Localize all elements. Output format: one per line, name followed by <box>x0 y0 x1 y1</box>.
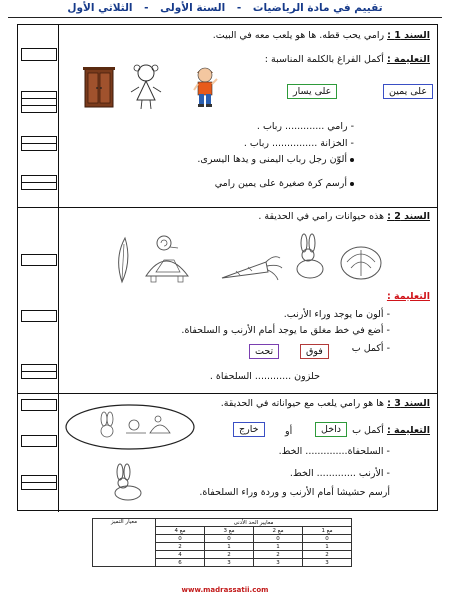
grading-cell: 2 <box>156 543 205 551</box>
s1-fill-line-2[interactable]: - الخزانة ............... رباب . <box>243 138 354 149</box>
mark-box-row <box>22 176 56 183</box>
bullet-icon <box>350 158 354 162</box>
grading-cell: 6 <box>156 559 205 567</box>
mark-box-row <box>22 106 56 112</box>
title-main: تقييم في مادة الرياضيات <box>252 2 383 14</box>
mark-box-grid[interactable] <box>21 175 57 190</box>
grading-cell: 0 <box>156 535 205 543</box>
s3-fill-line-1[interactable]: - السلحفاة.............. الخط. <box>278 446 390 457</box>
s2-line-1: - ألون ما يوجد وراء الأرنب. <box>283 309 390 320</box>
grading-cell: 4 <box>156 551 205 559</box>
grading-cell: 2 <box>254 551 303 559</box>
s2-line-2: - أضع في خط مغلق ما يوجد أمام الأرنب و السلحفاة. <box>181 325 390 336</box>
section-divider-1 <box>17 207 438 208</box>
s2-label: السند 2 : <box>387 211 430 222</box>
word-choice-above[interactable]: فوق <box>300 344 329 359</box>
mark-box-row <box>22 144 56 150</box>
s1-text: رامي يحب قطه. ها هو يلعب معه في البيت. <box>212 30 385 41</box>
grading-header-row <box>93 519 352 527</box>
turtle-snail-illustration <box>142 232 194 290</box>
mark-box[interactable] <box>21 48 57 61</box>
title-sep-1: - <box>236 2 242 14</box>
mark-box-row <box>22 137 56 144</box>
distinction-column: معيار التميز <box>93 519 156 567</box>
grading-cell: 2 <box>205 551 254 559</box>
closed-line-illustration <box>62 402 198 452</box>
feather-illustration <box>108 232 138 288</box>
criterion-header: مع 4 <box>156 527 205 535</box>
grading-cell: 3 <box>254 559 303 567</box>
s3-fill-line-2[interactable]: - الأرنب ............. الخط. <box>289 468 390 479</box>
criterion-header: مع 2 <box>254 527 303 535</box>
mark-box-grid[interactable] <box>21 91 57 113</box>
title-term: الثلاثي الأول <box>67 2 133 14</box>
s2-fill-line[interactable]: حلزون ............ السلحفاة . <box>209 371 320 382</box>
word-choice-inside[interactable]: داخل <box>315 422 347 437</box>
s1-instruction-line <box>265 54 430 65</box>
mark-box-grid[interactable] <box>21 136 57 151</box>
s3-drawing-task: أرسم حشيشا أمام الأرنب و وردة وراء السلحفاة. <box>199 487 390 498</box>
s1-instruction-text: أكمل الفراغ بالكلمة المناسبة : <box>264 54 384 65</box>
s2-support-line <box>258 211 430 222</box>
s1-bullet-1-text: ألوّن رجل رباب اليمنى و يدها اليسرى. <box>197 154 347 165</box>
grading-cell: 0 <box>303 535 352 543</box>
s1-bullet-2-text: أرسم كرة صغيرة على يمين رامي <box>214 178 347 189</box>
mark-box[interactable] <box>21 399 57 411</box>
s2-line-3: - أكمل ب <box>351 343 390 354</box>
boy-illustration <box>190 63 220 111</box>
wardrobe-illustration <box>83 66 115 110</box>
s2-instruction-label: التعليمة : <box>386 291 430 302</box>
grading-cell: 3 <box>303 559 352 567</box>
grading-cell: 2 <box>303 551 352 559</box>
carrot-illustration <box>218 250 284 286</box>
section-divider-2 <box>17 393 438 394</box>
bullet-icon <box>350 182 354 186</box>
s1-fill-line-1[interactable]: - رامي ............. رباب . <box>256 121 354 132</box>
grading-table <box>92 518 352 567</box>
grading-cell: 1 <box>303 543 352 551</box>
s1-label: السند 1 : <box>387 30 430 41</box>
s3-instruction-label: التعليمة : <box>386 425 430 436</box>
title-sep-2: - <box>144 2 149 14</box>
girl-illustration <box>127 62 165 112</box>
title-year: السنة الأولى <box>160 2 226 14</box>
s1-support-line <box>213 30 430 41</box>
s3-instruction-text: أكمل ب <box>352 425 384 436</box>
mark-box-row <box>22 99 56 106</box>
s1-bullet-1 <box>197 154 354 165</box>
rabbit-illustration <box>290 233 328 281</box>
grading-cell: 0 <box>254 535 303 543</box>
mark-box-row <box>22 183 56 189</box>
or-word: أو <box>285 426 293 437</box>
mark-box[interactable] <box>21 435 57 447</box>
s3-support-line <box>221 398 430 409</box>
word-choice-left[interactable]: على يسار <box>287 84 337 99</box>
word-choice-outside[interactable]: خارج <box>233 422 265 437</box>
mark-box-row <box>22 372 56 378</box>
min-criteria-header: معايير الحد الأدنى <box>156 519 352 527</box>
mark-box[interactable] <box>21 310 57 322</box>
word-choice-right[interactable]: على يمين <box>383 84 433 99</box>
s2-text: هذه حيوانات رامي في الحديقة . <box>258 211 385 222</box>
mark-box-grid[interactable] <box>21 475 57 490</box>
mark-box-row <box>22 483 56 489</box>
mark-box-grid[interactable] <box>21 364 57 379</box>
s3-instruction-line <box>352 425 430 436</box>
title-underline <box>8 17 442 18</box>
marks-column-divider <box>58 24 59 512</box>
s3-text: ها هو رامي يلعب مع حيواناته في الحديقة. <box>220 398 385 409</box>
s1-bullet-2 <box>215 178 354 189</box>
s1-instruction-label: التعليمة : <box>386 54 430 65</box>
mark-box-row <box>22 476 56 483</box>
grading-cell: 0 <box>205 535 254 543</box>
criterion-header: مع 3 <box>205 527 254 535</box>
mark-box-row <box>22 92 56 99</box>
rabbit-illustration-2 <box>108 462 144 502</box>
mark-box-row <box>22 365 56 372</box>
s3-label: السند 3 : <box>387 398 430 409</box>
footer-site[interactable]: www.madrassatii.com <box>181 586 269 594</box>
grading-cell: 1 <box>254 543 303 551</box>
mark-box[interactable] <box>21 254 57 266</box>
grading-cell: 3 <box>205 559 254 567</box>
word-choice-below[interactable]: تحت <box>249 344 279 359</box>
ellipse-animals <box>101 412 170 437</box>
grading-cell: 1 <box>205 543 254 551</box>
cabbage-illustration <box>338 242 384 282</box>
criterion-header: مع 1 <box>303 527 352 535</box>
